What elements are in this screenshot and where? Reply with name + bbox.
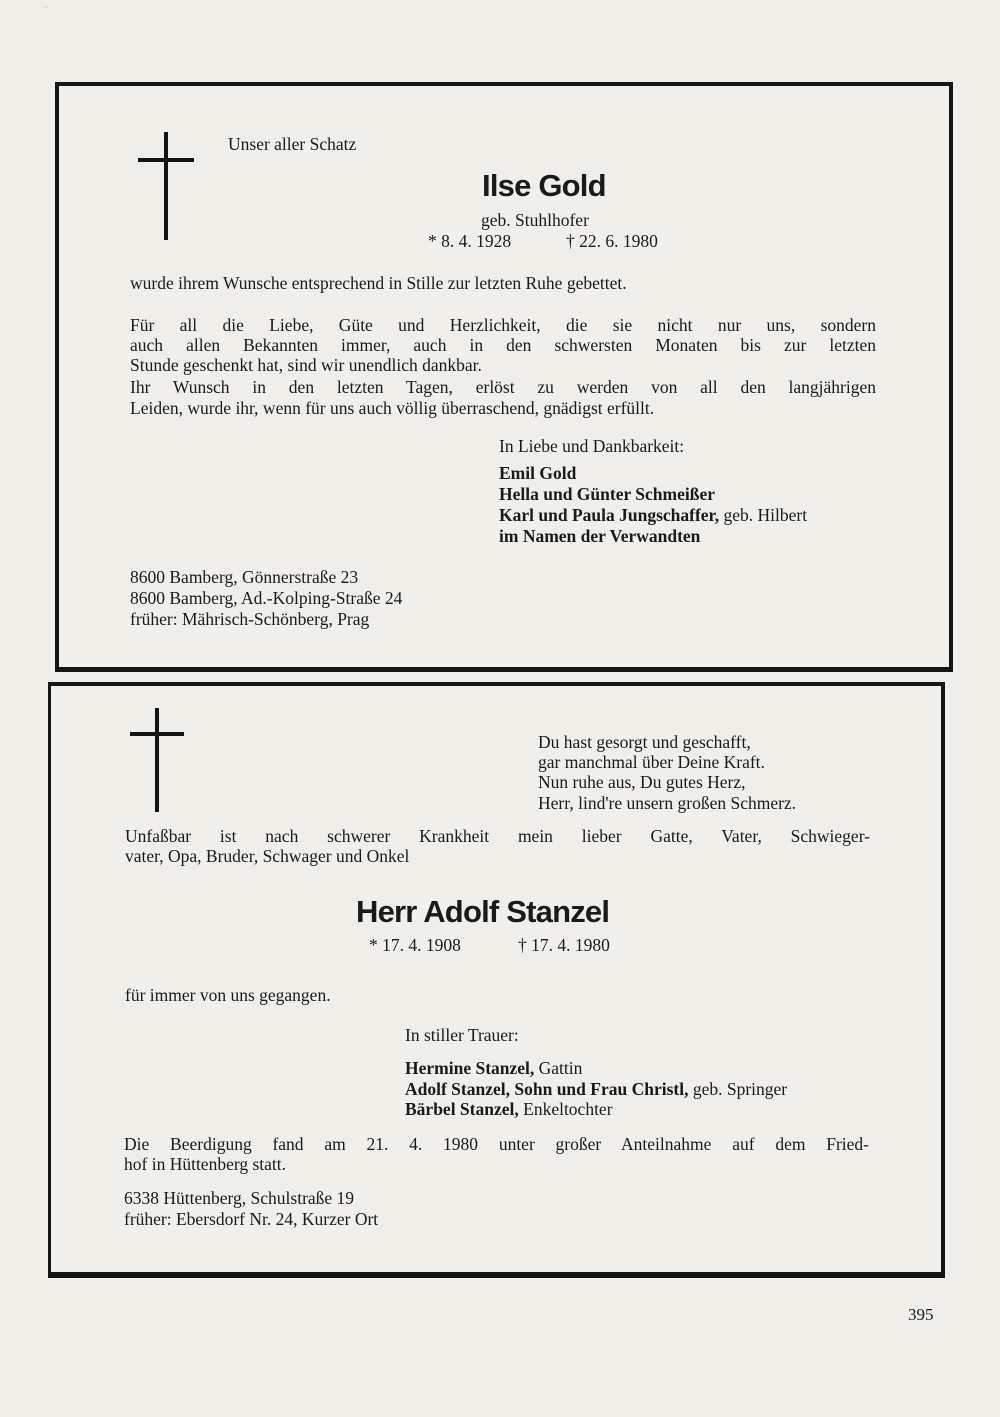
notice2-verse-line: Du hast gesorgt und geschafft,	[538, 732, 751, 752]
notice1-address-line: 8600 Bamberg, Gönnerstraße 23	[130, 567, 359, 587]
notice2-address-line: 6338 Hüttenberg, Schulstraße 19	[124, 1188, 355, 1208]
notice2-birth-date: * 17. 4. 1908	[369, 935, 461, 955]
notice2-mourner: Bärbel Stanzel, Enkeltochter	[405, 1099, 613, 1119]
notice1-paragraph-line: auch allen Bekannten immer, auch in den schwersten Monaten bis zur letzten	[130, 335, 876, 355]
notice1-burial-text: wurde ihrem Wunsche entsprechend in Stille zur letzten Ruhe gebettet.	[130, 273, 627, 293]
notice1-address-line: 8600 Bamberg, Ad.-Kolping-Straße 24	[130, 588, 403, 608]
notice1-mourner: Emil Gold	[499, 463, 577, 483]
notice1-paragraph-line: Leiden, wurde ihr, wenn für uns auch völlig überraschend, gnädigst erfüllt.	[130, 398, 655, 418]
notice1-intro: Unser aller Schatz	[228, 134, 357, 154]
cross-icon	[130, 708, 184, 812]
notice1-paragraph-line: Ihr Wunsch in den letzten Tagen, erlöst zu werden von all den langjährigen	[130, 377, 876, 397]
notice2-intro-line: Unfaßbar ist nach schwerer Krankheit mein lieber Gatte, Vater, Schwieger-	[125, 826, 870, 846]
notice1-name: Ilse Gold	[482, 168, 606, 203]
notice1-birth-date: * 8. 4. 1928	[428, 231, 512, 251]
notice2-funeral-line: hof in Hüttenberg statt.	[124, 1154, 287, 1174]
notice2-verse-line: Nun ruhe aus, Du gutes Herz,	[538, 772, 746, 792]
page-number: 395	[908, 1305, 934, 1324]
notice1-address-line: früher: Mährisch-Schönberg, Prag	[130, 609, 370, 629]
notice1-death-date: † 22. 6. 1980	[566, 231, 658, 251]
notice1-paragraph-line: Stunde geschenkt hat, sind wir unendlich dankbar.	[130, 355, 482, 375]
notice1-paragraph-line: Für all die Liebe, Güte und Herzlichkeit, die sie nicht nur uns, sondern	[130, 315, 876, 335]
notice2-verse-line: Herr, lind're unsern großen Schmerz.	[538, 793, 797, 813]
notice2-name: Herr Adolf Stanzel	[356, 894, 610, 929]
scan-mark: -	[44, 0, 48, 13]
notice2-verse-line: gar manchmal über Deine Kraft.	[538, 752, 765, 772]
notice1-mourner: im Namen der Verwandten	[499, 526, 701, 546]
notice2-mourner: Adolf Stanzel, Sohn und Frau Christl, geb. Springer	[405, 1079, 788, 1099]
notice2-death-date: † 17. 4. 1980	[518, 935, 610, 955]
notice2-closing: In stiller Trauer:	[405, 1025, 519, 1045]
notice1-mourner: Hella und Günter Schmeißer	[499, 484, 716, 504]
notice1-mourner: Karl und Paula Jungschaffer, geb. Hilbert	[499, 505, 808, 525]
notice2-mourner: Hermine Stanzel, Gattin	[405, 1058, 583, 1078]
notice2-address-line: früher: Ebersdorf Nr. 24, Kurzer Ort	[124, 1209, 379, 1229]
notice2-gone-text: für immer von uns gegangen.	[125, 985, 331, 1005]
notice1-closing: In Liebe und Dankbarkeit:	[499, 436, 685, 456]
notice2-funeral-line: Die Beerdigung fand am 21. 4. 1980 unter großer Anteilnahme auf dem Fried-	[124, 1134, 869, 1154]
notice2-intro-line: vater, Opa, Bruder, Schwager und Onkel	[125, 846, 410, 866]
notice1-maiden-name: geb. Stuhlhofer	[481, 210, 589, 230]
cross-icon	[138, 132, 194, 240]
